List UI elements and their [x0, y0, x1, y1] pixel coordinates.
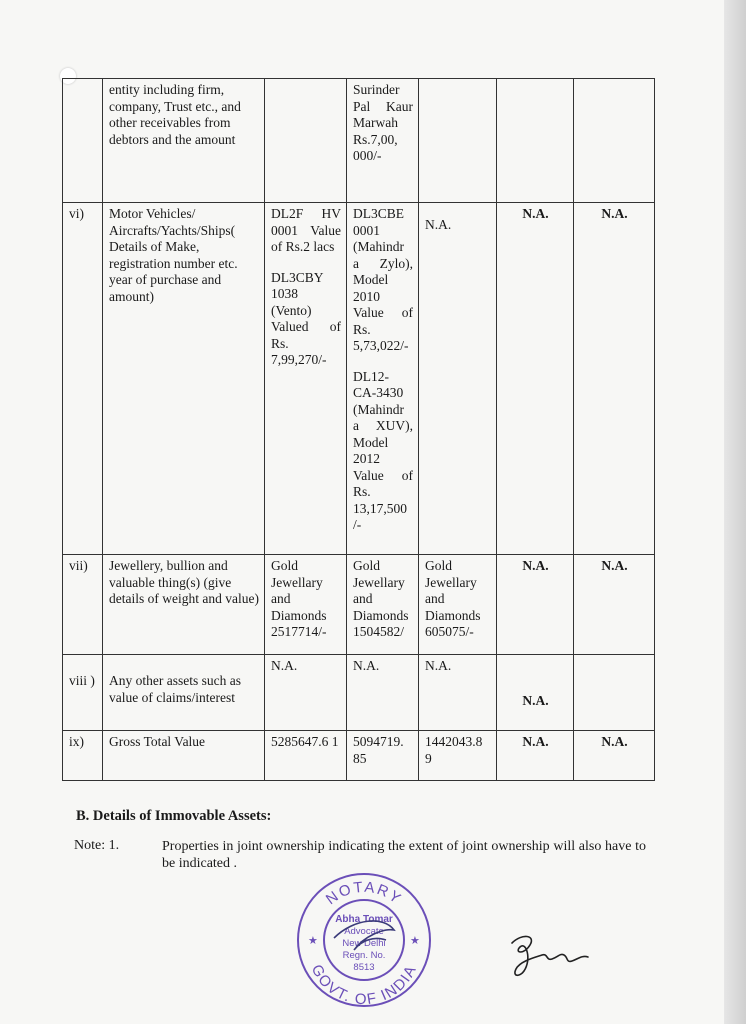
self-value-cell: N.A.: [265, 655, 347, 731]
dependent-1-cell: 1442043.8 9: [419, 731, 497, 781]
stamp-line: Advocate: [344, 926, 384, 937]
movable-assets-table: [62, 78, 655, 781]
spacer: [353, 355, 413, 369]
stamp-line: Regn. No.: [342, 950, 386, 961]
dependent-3-cell: N.A.: [574, 731, 655, 781]
note-label: Note: 1.: [74, 838, 120, 853]
page-edge: [724, 0, 746, 1024]
row-description: entity including firm, company, Trust etc., and other receivables from debtors and the amount: [103, 79, 265, 203]
dependent-3-cell: N.A.: [574, 555, 655, 655]
self-value-cell: [265, 79, 347, 203]
stamp-line: New Delhi: [342, 938, 386, 949]
stamp-star-icon: ★: [308, 935, 318, 947]
vehicle-entry: DL12- CA-3430 (Mahindr a XUV), Model 2012 Value of Rs. 13,17,500 /-: [353, 368, 413, 532]
stamp-bottom-text: GOVT. OF INDIA: [307, 961, 421, 1009]
row-number: ix): [63, 731, 103, 781]
spouse-value-cell: [347, 203, 419, 555]
dependent-1-cell: [419, 79, 497, 203]
table-row: [63, 555, 655, 655]
spouse-value-cell: N.A.: [347, 655, 419, 731]
vehicle-entry: DL3CBY 1038 (Vento) Valued of Rs. 7,99,270/-: [271, 269, 341, 367]
self-value-cell: Gold Jewellary and Diamonds 2517714/-: [265, 555, 347, 655]
vehicle-entry: DL3CBE 0001 (Mahindr a Zylo), Model 2010 Value of Rs. 5,73,022/-: [353, 206, 413, 353]
dependent-2-cell: N.A.: [497, 655, 574, 731]
note-text: Properties in joint ownership indicating the extent of joint ownership will also have to be indicated .: [162, 839, 646, 871]
row-number: [63, 79, 103, 203]
dependent-2-cell: [497, 79, 574, 203]
dependent-1-cell: N.A.: [419, 203, 497, 555]
table-row: [63, 655, 655, 731]
row-description: Jewellery, bullion and valuable thing(s) (give details of weight and value): [103, 555, 265, 655]
dependent-2-cell: N.A.: [497, 731, 574, 781]
notary-stamp: [294, 870, 434, 1010]
spouse-value-cell: Gold Jewellary and Diamonds 1504582/: [347, 555, 419, 655]
stamp-line: Abha Tomar: [335, 914, 393, 925]
row-description: Motor Vehicles/ Aircrafts/Yachts/Ships( Details of Make, registration number etc. year of purchase and amount): [103, 203, 265, 555]
stamp-line: 8513: [353, 962, 375, 973]
self-value-cell: 5285647.6 1: [265, 731, 347, 781]
dependent-1-cell: N.A.: [419, 655, 497, 731]
table-row: [63, 79, 655, 203]
row-number: viii ): [63, 655, 103, 731]
row-description: Gross Total Value: [103, 731, 265, 781]
row-number: vi): [63, 203, 103, 555]
spouse-value-cell: Surinder Pal Kaur Marwah Rs.7,00, 000/-: [347, 79, 419, 203]
vehicle-entry: DL2F HV 0001 Value of Rs.2 lacs: [271, 206, 341, 254]
row-description: Any other assets such as value of claims/interest: [103, 655, 265, 731]
dependent-1-cell: Gold Jewellary and Diamonds 605075/-: [419, 555, 497, 655]
dependent-3-cell: [574, 655, 655, 731]
dependent-2-cell: N.A.: [497, 555, 574, 655]
dependent-3-cell: [574, 79, 655, 203]
dependent-3-cell: N.A.: [574, 203, 655, 555]
stamp-top-text: NOTARY: [322, 878, 406, 909]
dependent-2-cell: N.A.: [497, 203, 574, 555]
spouse-value-cell: 5094719. 85: [347, 731, 419, 781]
stamp-star-icon: ★: [410, 935, 420, 947]
handwritten-signature: [502, 925, 602, 985]
row-number: vii): [63, 555, 103, 655]
table-row: [63, 731, 655, 781]
table-row: [63, 203, 655, 555]
section-b-title: B. Details of Immovable Assets:: [76, 808, 272, 824]
spacer: [271, 256, 341, 270]
self-value-cell: [265, 203, 347, 555]
